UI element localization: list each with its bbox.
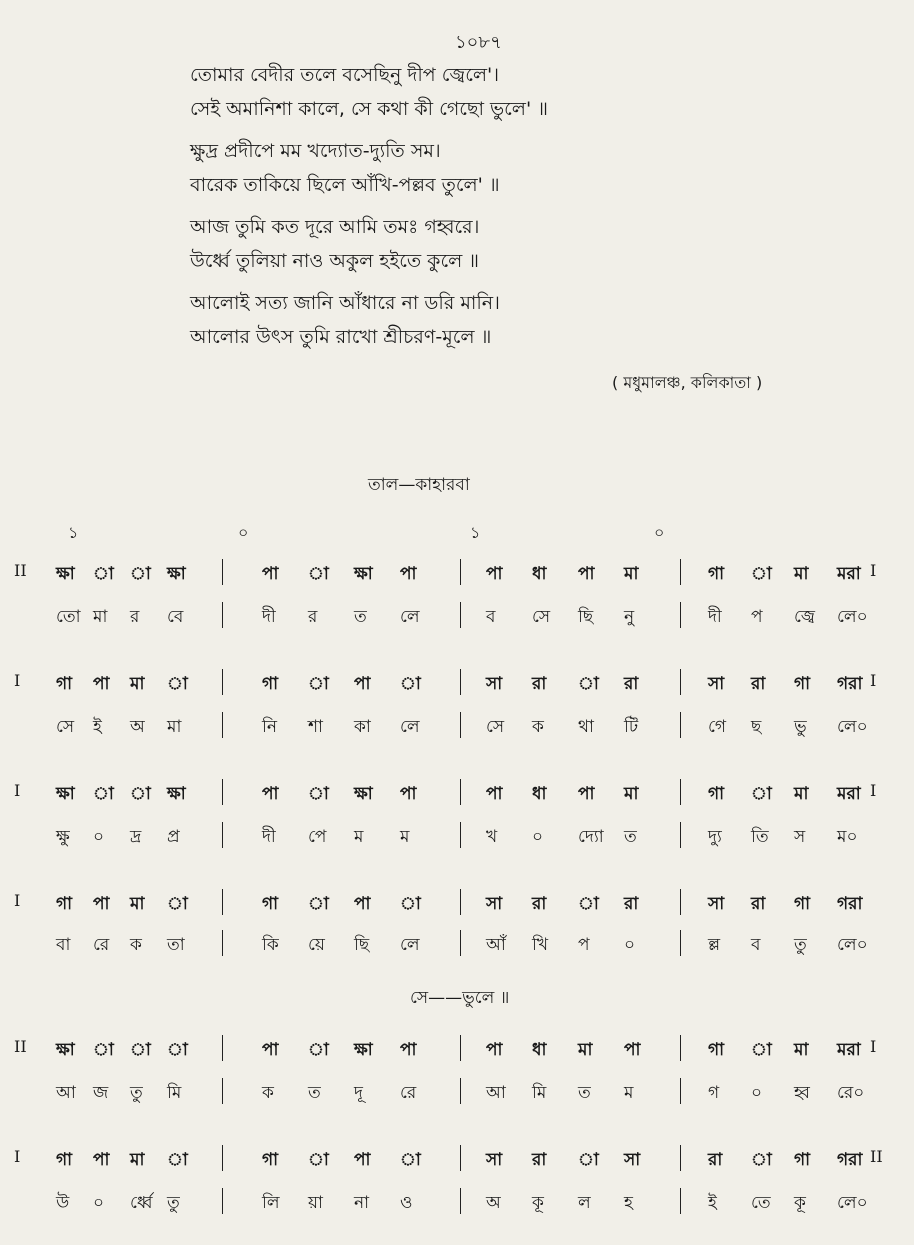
beat-divider — [222, 822, 223, 848]
beat-divider — [680, 602, 681, 628]
swara-row — [0, 1033, 914, 1067]
lyric-syllable: জ — [93, 1083, 109, 1103]
swara-note: ক্ষা — [56, 1040, 75, 1060]
lyric-syllable: লে০ — [837, 717, 868, 737]
swara-note: পা — [400, 1040, 417, 1060]
beat-mark: ০ — [238, 523, 249, 542]
lyric-syllable: দী — [262, 827, 276, 847]
swara-note: পা — [262, 564, 279, 584]
lyric-syllable: দ্র — [130, 827, 142, 847]
swara-note: সা — [624, 1150, 641, 1170]
swara-note: া — [167, 674, 188, 694]
swara-note: পা — [400, 784, 417, 804]
lyric-syllable: ক — [532, 717, 544, 737]
beat-divider — [460, 1188, 461, 1214]
swara-note: া — [130, 784, 151, 804]
lyric-syllable: গ — [708, 1083, 720, 1103]
beat-mark: ১ — [68, 523, 79, 542]
lyric-syllable: মা — [93, 607, 108, 627]
lyric-syllable: লে০ — [837, 935, 868, 955]
start-barline-mark: I — [14, 1147, 21, 1166]
swara-note: মা — [794, 1040, 809, 1060]
lyric-syllable: স — [794, 827, 806, 847]
swara-note: পা — [93, 894, 110, 914]
beat-divider — [680, 669, 681, 695]
swara-note: া — [130, 1040, 151, 1060]
tala-heading: তাল—কাহারবা — [368, 475, 470, 495]
lyric-syllable: বে — [167, 607, 184, 627]
lyric-syllable: ত — [354, 607, 367, 627]
swara-note: গা — [794, 1150, 811, 1170]
beat-divider — [680, 559, 681, 585]
lyric-syllable: ০ — [624, 935, 636, 955]
lyric-syllable: তু — [794, 935, 807, 955]
swara-row — [0, 777, 914, 811]
lyric-syllable: কা — [354, 717, 371, 737]
end-barline-mark: II — [870, 1147, 883, 1166]
beat-divider — [680, 1078, 681, 1104]
beat-mark: ১ — [470, 523, 481, 542]
swara-note: ধা — [532, 784, 547, 804]
lyric-syllable: গে — [708, 717, 727, 737]
lyric-syllable: হ — [624, 1193, 633, 1213]
lyric-row — [0, 600, 914, 634]
swara-note: গরা — [837, 674, 863, 694]
beat-divider — [222, 669, 223, 695]
lyric-syllable: অ — [486, 1193, 501, 1213]
beat-divider — [222, 779, 223, 805]
beat-divider — [680, 822, 681, 848]
swara-note: মা — [578, 1040, 593, 1060]
end-barline-mark: I — [870, 671, 877, 690]
lyric-syllable: ব — [486, 607, 496, 627]
swara-note: গা — [262, 1150, 279, 1170]
beat-divider — [222, 930, 223, 956]
lyric-syllable: ত — [624, 827, 637, 847]
swara-note: পা — [354, 674, 371, 694]
swara-note: পা — [354, 1150, 371, 1170]
swara-note: া — [578, 674, 599, 694]
lyric-syllable: তে — [751, 1193, 771, 1213]
swara-row — [0, 887, 914, 921]
swara-note: পা — [93, 1150, 110, 1170]
swara-note: ধা — [532, 1040, 547, 1060]
swara-note: গা — [262, 674, 279, 694]
lyric-syllable: নু — [624, 607, 635, 627]
lyric-syllable: লে০ — [837, 1193, 868, 1213]
lyric-syllable: ও — [400, 1193, 413, 1213]
lyric-syllable: দূ — [354, 1083, 363, 1103]
poem-line: উর্ধ্বে তুলিয়া নাও অকুল হইতে কুলে ॥ — [190, 250, 480, 272]
swara-note: মা — [794, 564, 809, 584]
start-barline-mark: I — [14, 781, 21, 800]
poem-lyrics — [190, 58, 548, 354]
swara-note: সা — [486, 674, 503, 694]
swara-note: গরা — [837, 1150, 863, 1170]
swara-note: গা — [794, 894, 811, 914]
swara-note: পা — [486, 564, 503, 584]
beat-divider — [680, 1188, 681, 1214]
swara-note: া — [308, 894, 329, 914]
beat-mark: ০ — [654, 523, 665, 542]
lyric-syllable: ছি — [354, 935, 370, 955]
lyric-syllable: কি — [262, 935, 279, 955]
beat-divider — [222, 602, 223, 628]
page-number: ১০৮৭ — [455, 32, 502, 53]
swara-note: গা — [708, 564, 725, 584]
lyric-syllable: তু — [130, 1083, 143, 1103]
lyric-syllable: ত — [308, 1083, 321, 1103]
lyric-syllable: ম০ — [837, 827, 858, 847]
lyric-syllable: আঁ — [486, 935, 506, 955]
lyric-row — [0, 1076, 914, 1110]
swara-note: পা — [624, 1040, 641, 1060]
lyric-syllable: ত — [578, 1083, 591, 1103]
lyric-syllable: ছি — [578, 607, 594, 627]
lyric-syllable: টি — [624, 717, 639, 737]
poem-line: সেই অমানিশা কালে, সে কথা কী গেছো ভুলে' ॥ — [190, 98, 548, 120]
lyric-syllable: হ্ব — [794, 1083, 810, 1103]
swara-note: পা — [262, 784, 279, 804]
lyric-syllable: থা — [578, 717, 594, 737]
swara-note: গা — [708, 784, 725, 804]
swara-note: মরা — [837, 784, 861, 804]
lyric-syllable: ম — [354, 827, 364, 847]
lyric-syllable: লি — [262, 1193, 280, 1213]
beat-divider — [460, 779, 461, 805]
lyric-syllable: তো — [56, 607, 81, 627]
swara-note: া — [400, 674, 421, 694]
swara-note: ক্ষা — [354, 784, 373, 804]
swara-note: া — [93, 784, 114, 804]
beat-divider — [222, 712, 223, 738]
swara-note: পা — [400, 564, 417, 584]
lyric-syllable: ই — [708, 1193, 717, 1213]
beat-divider — [460, 889, 461, 915]
lyric-syllable: উ — [56, 1193, 70, 1213]
beat-divider — [680, 1035, 681, 1061]
swara-note: া — [751, 564, 772, 584]
lyric-syllable: রে — [400, 1083, 417, 1103]
swara-note: া — [93, 1040, 114, 1060]
swara-note: পা — [93, 674, 110, 694]
beat-divider — [460, 559, 461, 585]
swara-note: া — [400, 894, 421, 914]
swara-note: গা — [56, 894, 73, 914]
end-barline-mark: I — [870, 561, 877, 580]
lyric-syllable: ক — [262, 1083, 274, 1103]
lyric-syllable: রে — [93, 935, 110, 955]
beat-divider — [680, 779, 681, 805]
lyric-syllable: য়া — [308, 1193, 323, 1213]
lyric-syllable: মি — [532, 1083, 547, 1103]
start-barline-mark: I — [14, 671, 21, 690]
swara-note: া — [308, 1150, 329, 1170]
swara-note: া — [400, 1150, 421, 1170]
beat-divider — [460, 1035, 461, 1061]
lyric-syllable: ল — [578, 1193, 591, 1213]
swara-note: সা — [708, 674, 725, 694]
lyric-row — [0, 820, 914, 854]
swara-note: রা — [624, 674, 639, 694]
swara-note: রা — [532, 674, 547, 694]
swara-note: ধা — [532, 564, 547, 584]
lyric-syllable: দ্যু — [708, 827, 722, 847]
lyric-syllable: সে — [486, 717, 505, 737]
lyric-syllable: লে — [400, 607, 420, 627]
lyric-syllable: য়ে — [308, 935, 325, 955]
swara-note: ক্ষা — [56, 784, 75, 804]
lyric-syllable: র্ধ্বে — [130, 1193, 153, 1213]
swara-note: রা — [751, 894, 766, 914]
beat-divider — [460, 602, 461, 628]
lyric-syllable: ল্ল — [708, 935, 721, 955]
end-barline-mark: I — [870, 781, 877, 800]
swara-note: া — [308, 564, 329, 584]
lyric-syllable: আ — [486, 1083, 506, 1103]
swara-note: া — [751, 1150, 772, 1170]
lyric-syllable: বা — [56, 935, 71, 955]
swara-note: া — [578, 1150, 599, 1170]
swara-note: রা — [751, 674, 766, 694]
beat-divider — [460, 1145, 461, 1171]
lyric-syllable: লে — [400, 935, 420, 955]
poem-line: আলোই সত্য জানি আঁধারে না ডরি মানি। — [190, 292, 500, 314]
lyric-syllable: দী — [262, 607, 276, 627]
lyric-row — [0, 1186, 914, 1220]
lyric-syllable: আ — [56, 1083, 76, 1103]
swara-note: মা — [624, 564, 639, 584]
beat-divider — [680, 930, 681, 956]
poem-line: আলোর উৎস তুমি রাখো শ্রীচরণ-মূলে ॥ — [190, 326, 492, 348]
swara-note: রা — [532, 894, 547, 914]
swara-note: পা — [262, 1040, 279, 1060]
start-barline-mark: I — [14, 891, 21, 910]
swara-note: া — [308, 1040, 329, 1060]
lyric-syllable: লে০ — [837, 607, 868, 627]
lyric-syllable: ০ — [751, 1083, 763, 1103]
lyric-syllable: জ্বে — [794, 607, 816, 627]
lyric-syllable: ব — [751, 935, 761, 955]
lyric-syllable: ভু — [794, 717, 807, 737]
start-barline-mark: II — [14, 561, 27, 580]
lyric-syllable: তি — [751, 827, 769, 847]
swara-note: া — [130, 564, 151, 584]
swara-note: পা — [354, 894, 371, 914]
lyric-syllable: ০ — [93, 1193, 105, 1213]
swara-note: া — [308, 674, 329, 694]
beat-divider — [680, 889, 681, 915]
lyric-syllable: খ — [486, 827, 498, 847]
lyric-syllable: ম — [400, 827, 410, 847]
swara-note: ক্ষা — [167, 784, 186, 804]
swara-note: মা — [130, 894, 145, 914]
end-barline-mark: I — [870, 1037, 877, 1056]
poem-line: তোমার বেদীর তলে বসেছিনু দীপ জ্বেলে'। — [190, 64, 500, 86]
lyric-syllable: সে — [56, 717, 75, 737]
swara-note: া — [751, 1040, 772, 1060]
refrain-marker: সে——ভুলে ॥ — [410, 988, 510, 1008]
swara-note: সা — [486, 894, 503, 914]
beat-divider — [460, 1078, 461, 1104]
swara-note: গা — [56, 674, 73, 694]
swara-note: রা — [624, 894, 639, 914]
lyric-syllable: শা — [308, 717, 323, 737]
swara-row — [0, 667, 914, 701]
swara-note: া — [578, 894, 599, 914]
swara-row — [0, 557, 914, 591]
lyric-syllable: রে০ — [837, 1083, 865, 1103]
beat-divider — [680, 1145, 681, 1171]
lyric-syllable: মা — [167, 717, 182, 737]
lyric-syllable: ০ — [532, 827, 544, 847]
beat-divider — [460, 712, 461, 738]
beat-divider — [460, 669, 461, 695]
lyric-syllable: কূ — [794, 1193, 806, 1213]
lyric-syllable: ছ — [751, 717, 762, 737]
swara-note: পা — [486, 784, 503, 804]
poem-line: ক্ষুদ্র প্রদীপে মম খদ্যোত-দ্যুতি সম। — [190, 140, 441, 162]
swara-note: মরা — [837, 1040, 861, 1060]
lyric-syllable: পে — [308, 827, 327, 847]
poem-line: আজ তুমি কত দূরে আমি তমঃ গহ্বরে। — [190, 216, 480, 238]
swara-note: পা — [578, 784, 595, 804]
swara-note: সা — [486, 1150, 503, 1170]
lyric-syllable: লে — [400, 717, 420, 737]
swara-note: গা — [262, 894, 279, 914]
lyric-syllable: প — [751, 607, 763, 627]
swara-note: পা — [486, 1040, 503, 1060]
swara-note: া — [308, 784, 329, 804]
swara-note: ক্ষা — [354, 564, 373, 584]
lyric-syllable: দী — [708, 607, 722, 627]
beat-divider — [680, 712, 681, 738]
swara-note: া — [751, 784, 772, 804]
lyric-syllable: দ্যো — [578, 827, 604, 847]
swara-note: মা — [794, 784, 809, 804]
swara-note: ক্ষা — [56, 564, 75, 584]
lyric-syllable: প — [578, 935, 590, 955]
swara-note: গা — [56, 1150, 73, 1170]
swara-note: গা — [794, 674, 811, 694]
beat-divider — [460, 930, 461, 956]
swara-note: মরা — [837, 564, 861, 584]
swara-note: া — [93, 564, 114, 584]
swara-note: সা — [708, 894, 725, 914]
source-citation: ( মধুমালঞ্চ, কলিকাতা ) — [612, 373, 763, 392]
beat-divider — [222, 559, 223, 585]
lyric-syllable: মি — [167, 1083, 182, 1103]
swara-note: ক্ষা — [167, 564, 186, 584]
start-barline-mark: II — [14, 1037, 27, 1056]
lyric-syllable: সে — [532, 607, 551, 627]
swara-note: মা — [624, 784, 639, 804]
lyric-syllable: প্র — [167, 827, 180, 847]
swara-note: া — [167, 1150, 188, 1170]
lyric-syllable: তু — [167, 1193, 180, 1213]
lyric-syllable: ০ — [93, 827, 105, 847]
beat-divider — [460, 822, 461, 848]
beat-divider — [222, 889, 223, 915]
lyric-row — [0, 710, 914, 744]
lyric-syllable: ক — [130, 935, 142, 955]
swara-note: গরা — [837, 894, 863, 914]
beat-divider — [222, 1078, 223, 1104]
lyric-syllable: ম — [624, 1083, 634, 1103]
swara-note: গা — [708, 1040, 725, 1060]
swara-note: মা — [130, 1150, 145, 1170]
lyric-syllable: খি — [532, 935, 549, 955]
poem-line: বারেক তাকিয়ে ছিলে আঁখি-পল্লব তুলে' ॥ — [190, 174, 500, 196]
swara-note: পা — [578, 564, 595, 584]
lyric-syllable: নি — [262, 717, 278, 737]
swara-note: ক্ষা — [354, 1040, 373, 1060]
swara-note: রা — [708, 1150, 723, 1170]
swara-note: মা — [130, 674, 145, 694]
lyric-syllable: র — [130, 607, 140, 627]
lyric-syllable: ক্ষু — [56, 827, 70, 847]
swara-note: া — [167, 894, 188, 914]
lyric-row — [0, 928, 914, 962]
lyric-syllable: র — [308, 607, 318, 627]
swara-note: রা — [532, 1150, 547, 1170]
swara-row — [0, 1143, 914, 1177]
lyric-syllable: কূ — [532, 1193, 544, 1213]
swara-note: া — [167, 1040, 188, 1060]
lyric-syllable: না — [354, 1193, 370, 1213]
beat-divider — [222, 1145, 223, 1171]
beat-divider — [222, 1188, 223, 1214]
beat-divider — [222, 1035, 223, 1061]
lyric-syllable: ই — [93, 717, 102, 737]
lyric-syllable: তা — [167, 935, 185, 955]
lyric-syllable: অ — [130, 717, 145, 737]
